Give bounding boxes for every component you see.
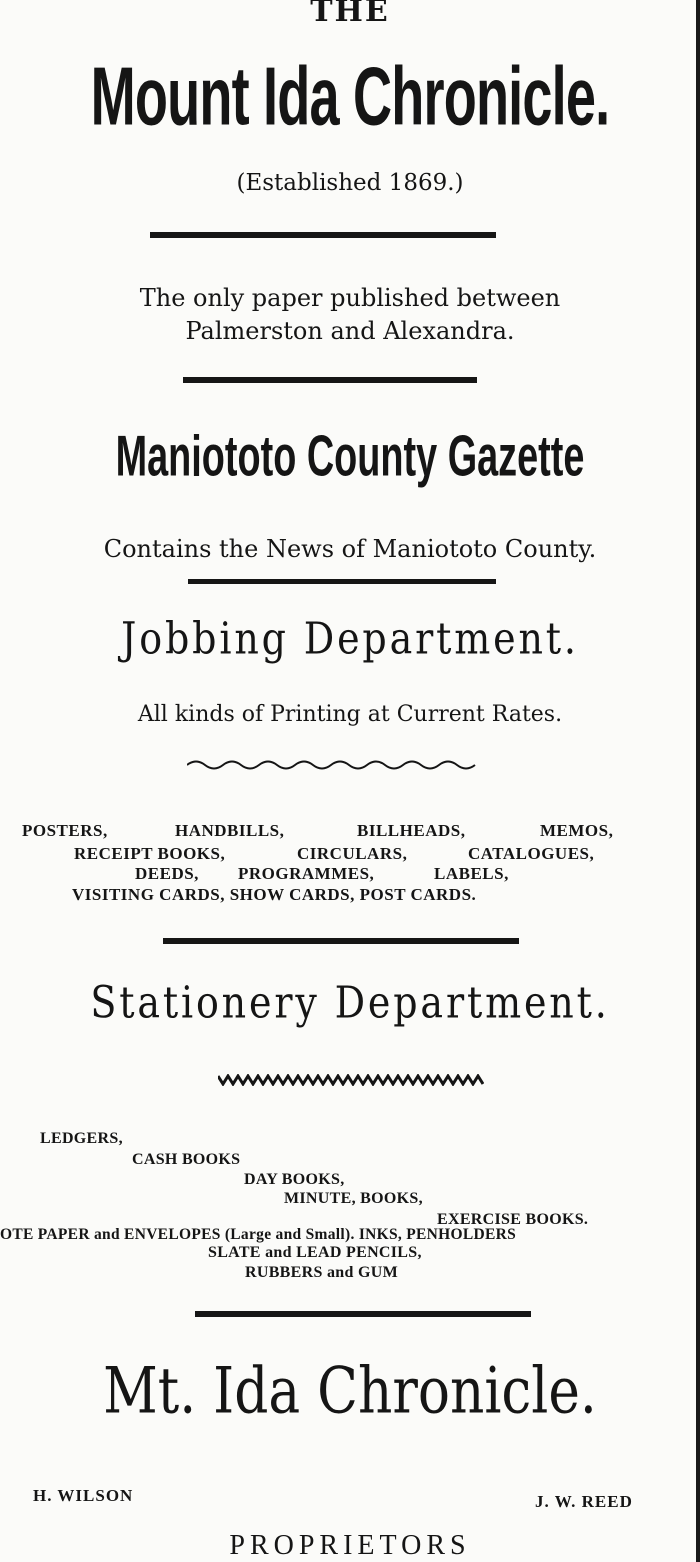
stationery-item: OTE PAPER and ENVELOPES (Large and Small). INKS, PENHOLDERS bbox=[0, 1226, 517, 1243]
jobbing-item: HANDBILLS, bbox=[175, 821, 285, 840]
proprietors-label: PROPRIETORS bbox=[229, 1530, 471, 1561]
intro-line-1: The only paper published between bbox=[139, 284, 561, 312]
jobbing-item: POSTERS, bbox=[22, 821, 108, 840]
stationery-department-title: Stationery Department. bbox=[90, 978, 610, 1029]
footer-title: Mt. Ida Chronicle. bbox=[103, 1353, 597, 1428]
divider-rule bbox=[150, 232, 496, 238]
divider-rule bbox=[195, 1311, 531, 1317]
divider-rule bbox=[188, 579, 496, 584]
stationery-item: SLATE and LEAD PENCILS, bbox=[208, 1244, 422, 1261]
zigzag-ornament bbox=[218, 1074, 484, 1086]
gazette-title: Maniototo County Gazette bbox=[115, 425, 585, 489]
stationery-item: LEDGERS, bbox=[40, 1130, 123, 1147]
jobbing-item: RECEIPT BOOKS, bbox=[74, 844, 226, 863]
proprietor-name-right: J. W. REED bbox=[535, 1492, 633, 1511]
jobbing-department-title: Jobbing Department. bbox=[121, 614, 579, 665]
wavy-ornament bbox=[187, 756, 477, 774]
stationery-item: DAY BOOKS, bbox=[244, 1171, 345, 1188]
gazette-tagline: Contains the News of Maniototo County. bbox=[103, 535, 597, 563]
page-edge-border bbox=[696, 0, 700, 1562]
proprietor-name-left: H. WILSON bbox=[33, 1486, 134, 1505]
stationery-item: RUBBERS and GUM bbox=[245, 1264, 398, 1281]
jobbing-item: VISITING CARDS, SHOW CARDS, POST CARDS. bbox=[72, 885, 477, 904]
stationery-item: EXERCISE BOOKS. bbox=[437, 1211, 589, 1228]
stationery-item: MINUTE, BOOKS, bbox=[284, 1190, 423, 1207]
jobbing-item: DEEDS, bbox=[135, 864, 199, 883]
jobbing-item: MEMOS, bbox=[540, 821, 614, 840]
jobbing-item: PROGRAMMES, bbox=[238, 864, 375, 883]
intro-line-2: Palmerston and Alexandra. bbox=[185, 317, 515, 345]
divider-rule bbox=[163, 938, 519, 944]
masthead-title: Mount Ida Chronicle. bbox=[90, 49, 610, 142]
jobbing-subtitle: All kinds of Printing at Current Rates. bbox=[137, 702, 563, 727]
jobbing-item: CIRCULARS, bbox=[297, 844, 408, 863]
jobbing-item: LABELS, bbox=[434, 864, 509, 883]
divider-rule bbox=[183, 377, 477, 383]
jobbing-item: BILLHEADS, bbox=[357, 821, 466, 840]
masthead-the: THE bbox=[310, 0, 390, 29]
jobbing-item: CATALOGUES, bbox=[468, 844, 595, 863]
established-line: (Established 1869.) bbox=[236, 170, 464, 196]
stationery-item: CASH BOOKS bbox=[132, 1151, 241, 1168]
